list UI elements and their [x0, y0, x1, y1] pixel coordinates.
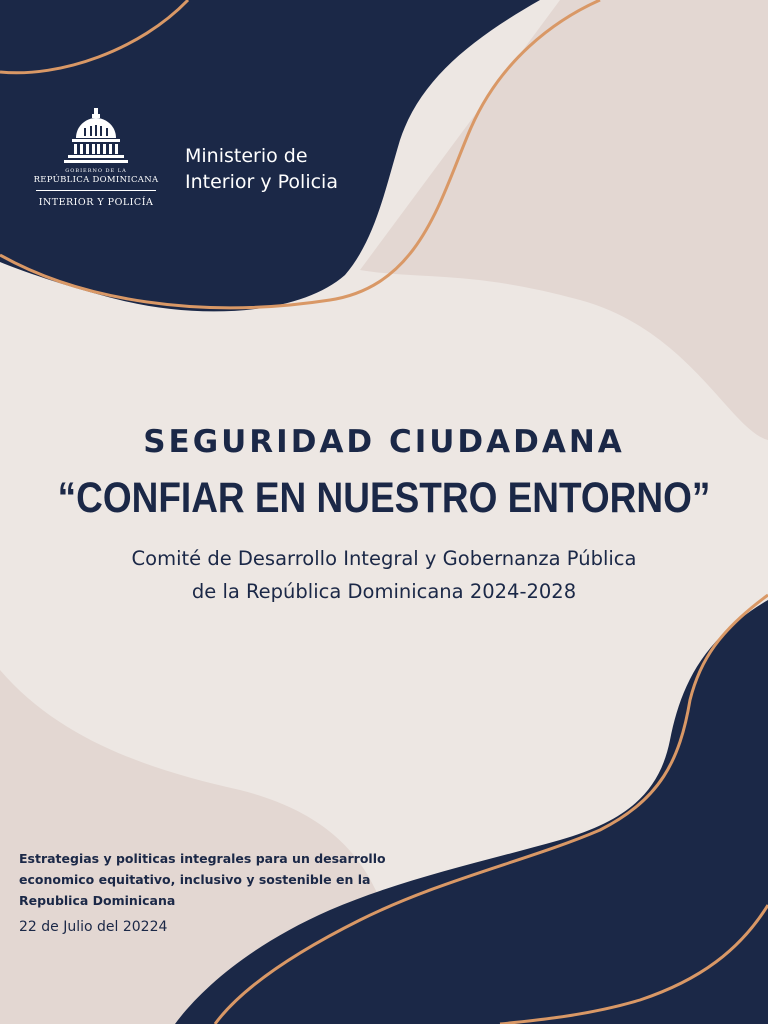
ministry-line-2: Interior y Policia — [185, 171, 338, 193]
ministry-logo — [26, 108, 166, 208]
document-date: 22 de Julio del 20224 — [19, 919, 168, 935]
subtitle-line-2: de la República Dominicana 2024-2028 — [191, 580, 577, 603]
logo-department: INTERIOR Y POLICÍA — [38, 197, 154, 208]
title-line-2: “CONFIAR EN NUESTRO ENTORNO” — [57, 474, 711, 522]
subtitle — [0, 542, 768, 608]
strategy-statement — [19, 848, 439, 911]
subtitle-line-1: Comité de Desarrollo Integral y Gobernanza Pública — [131, 547, 637, 570]
strategy-line-3: Republica Dominicana — [19, 893, 176, 908]
logo-divider — [36, 190, 156, 191]
strategy-line-1: Estrategias y politicas integrales para un desarrollo — [19, 851, 386, 866]
ministry-line-1: Ministerio de — [185, 145, 308, 167]
title-line-1: SEGURIDAD CIUDADANA — [143, 424, 625, 460]
capitol-dome-icon — [64, 108, 128, 164]
logo-republic-line: REPÚBLICA DOMINICANA — [33, 175, 159, 185]
ministry-name — [185, 143, 405, 195]
logo-gov-line: GOBIERNO DE LA — [65, 168, 127, 174]
strategy-line-2: economico equitativo, inclusivo y sostenible en la — [19, 872, 371, 887]
